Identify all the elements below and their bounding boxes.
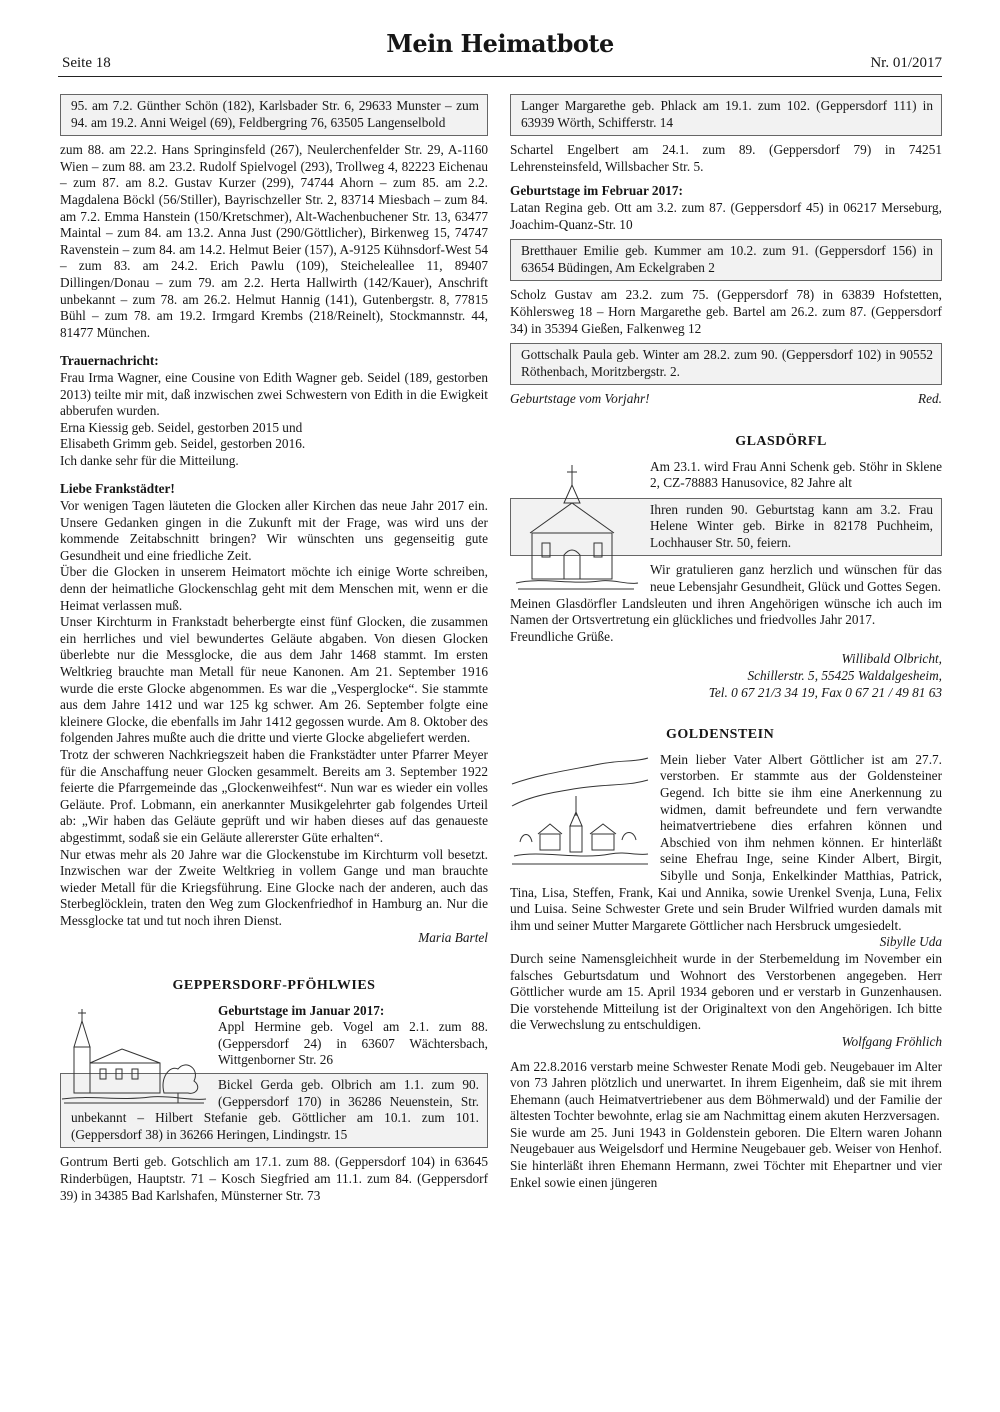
- red-signature: Red.: [918, 391, 942, 407]
- bretthauer-box: [510, 239, 942, 281]
- gepp-appl: Appl Hermine geb. Vogel am 2.1. zum 88. (Geppersdorf 24) in 63607 Wächtersbach, Wittgenborner Str. 26: [218, 1019, 488, 1068]
- trauer-text: Frau Irma Wagner, eine Cousine von Edith Wagner geb. Seidel (189, gestorben 2013) teilte mir mit, daß inzwischen zwei Schwestern von Edith in die Ewigkeit abberufen wurden.: [60, 369, 488, 419]
- vorjahr-note: Geburtstage vom Vorjahr!: [510, 391, 650, 407]
- gottschalk-box-text: Gottschalk Paula geb. Winter am 28.2. zum 90. (Geppersdorf 102) in 90552 Röthenbach, Moritzbergstr. 2.: [521, 347, 933, 379]
- vorjahr-line: [510, 391, 942, 408]
- gold-signature-uda: Sibylle Uda: [879, 934, 942, 950]
- scholz-entry: Scholz Gustav am 23.2. zum 75. (Geppersdorf 78) in 63839 Hofstetten, Köhlersweg 18 – Horn Margarethe geb. Bartel am 26.2. zum 87. (Geppersdorf 34) in 35394 Gießen, Falkenweg 12: [510, 287, 942, 336]
- right-column: [510, 94, 942, 1191]
- gold-modi-cont: Sie wurde am 25. Juni 1943 in Goldenstein geboren. Die Eltern waren Johann Neugebauer aus Weigelsdorf und Hermine Neugebauer geb. Weiser von Henhof. Sie hinterläßt ihren Ehemann Hermann, zwei Töchter mit Ehepartner und vier Enkel sowie einen jüngeren: [510, 1124, 942, 1190]
- gepp-box-text: Bickel Gerda geb. Olbrich am 1.1. zum 90. (Geppersdorf 170) in 36286 Neuenstein, Str. unbekannt – Hilbert Stefanie geb. Göttlicher am 10.1. zum 101. (Geppersdorf 38) in 36266 Heringen, Lindingstr. 15: [71, 1077, 479, 1142]
- section-title-glasdoerfl: GLASDÖRFL: [735, 433, 827, 449]
- signature-phone: Tel. 0 67 21/3 34 19, Fax 0 67 21 / 49 81 63: [708, 684, 942, 700]
- latan-entry: Latan Regina geb. Ott am 3.2. zum 87. (Geppersdorf 45) in 06217 Merseburg, Joachim-Quanz-Str. 10: [510, 199, 942, 232]
- glas-congrats: Wir gratulieren ganz herzlich und wünschen für das neue Lebensjahr Gesundheit, Glück und Gottes Segen.: [650, 562, 942, 595]
- issue-number: Nr. 01/2017: [870, 55, 942, 71]
- article-paragraph: Über die Glocken in unserem Heimatort möchte ich einige Worte schreiben, denn der heimatliche Glockenschlag geht mit dem Menschen mit, wenn er die Heimat verlassen muß.: [60, 564, 488, 613]
- gold-signature-froehlich: Wolfgang Fröhlich: [841, 1033, 942, 1049]
- bretthauer-box-text: Bretthauer Emilie geb. Kummer am 10.2. zum 91. (Geppersdorf 156) in 63654 Büdingen, Am Eckelgraben 2: [521, 243, 933, 275]
- glas-greeting: Freundliche Grüße.: [510, 628, 614, 644]
- february-heading: Geburtstage im Februar 2017:: [510, 183, 683, 199]
- masthead-logo: Mein Heimatbote: [386, 29, 614, 58]
- birthday-list: zum 88. am 22.2. Hans Springinsfeld (267), Neulerchenfelder Str. 29, A-1160 Wien – zum 88. am 23.2. Rudolf Spielvogel (293), Trollweg 4, 82223 Eichenau – zum 87. am 8.2. Gustav Kurzer (299), 74744 Ahorn – zum 85. am 2.2. Magdalena Böckl (56/Stiller), Bayrischzeller Str. 2, 83714 Miesbach – zum 84. am 7.2. Emma Hanstein (150/Kretschmer), Alt-Wachenbuchener Str. 13, 63477 Maintal – zum 84. am 13.2. Anna Just (290/Göttlicher), Birkenweg 15, 74747 Ravenstein – zum 84. am 14.2. Helmut Beier (157), A-9125 Kühnsdorf-West 54 – zum 83. am 24.2. Erich Pawlu (109), Steicheleallee 11, 89407 Dillingen/Donau – zum 79. am 2.2. Herta Hallwirth (142/Kauer), Anschrift unbekannt – zum 78. am 26.2. Helmut Hannig (141), Gutenbergstr. 8, 77815 Bühl – zum 78. am 19.2. Irmgard Krembs (218/Reinelt), Stockmannstr. 44, 81477 München.: [60, 142, 488, 340]
- liebe-heading: Liebe Frankstädter!: [60, 481, 175, 497]
- header-rule: [58, 76, 942, 77]
- section-title-geppersdorf: GEPPERSDORF-PFÖHLWIES: [172, 978, 376, 994]
- author-signature: Maria Bartel: [418, 929, 488, 945]
- langer-box-text: Langer Margarethe geb. Phlack am 19.1. zum 102. (Geppersdorf 111) in 63939 Wörth, Schifferstr. 14: [521, 98, 933, 130]
- langer-box: [510, 94, 942, 136]
- section-title-goldenstein: GOLDENSTEIN: [666, 727, 775, 743]
- article-paragraph: Nur etwas mehr als 20 Jahre war die Glockenstube im Kirchturm voll besetzt. Inzwischen war der Zweite Weltkrieg in vollem Gange und man brauchte wieder Metall für die Kriegsführung. Eine Glocke nach der anderen, auch das Sterbeglöcklein, traten den Weg zum Glockenfriedhof in Hamburg an. Nur die Messglocke tat und tut noch ihren Dienst.: [60, 846, 488, 928]
- page-number: Seite 18: [62, 55, 111, 71]
- gold-obituary: Mein lieber Vater Albert Göttlicher ist am 27.7. verstorben. Er stammte aus der Goldensteiner Gegend. Ich bitte sie ihm eine Anerkennung zu widmen, damit befreundete und fern verwandte heimatvertriebene dies erfahren können und Abschied von ihm nehmen können. Er hinterläßt seine Ehefrau Inge, seine Kinder Albert, Birgit, Sibylle und Sonja, Enkelkinder Matthias, Patrick, Tina, Lisa, Steffen, Frank, Kai und Annika, sowie Urenkel Svenja, Luna, Felix und Luisa. Seine Schwester Grete und sein Bruder Wilfried wurden damals mit ihm und seiner Mutter Margarete Göttlicher nach Hersbruck umgesiedelt.: [510, 751, 942, 933]
- trauer-line: Erna Kiessig geb. Seidel, gestorben 2015 und: [60, 419, 303, 435]
- left-column: [60, 94, 488, 1204]
- trauer-line: Ich danke sehr für die Mitteilung.: [60, 452, 239, 468]
- signature-address: Schillerstr. 5, 55425 Waldalgesheim,: [747, 668, 942, 684]
- glas-box-text: Ihren runden 90. Geburtstag kann am 3.2. Frau Helene Winter geb. Birke in 82178 Puchheim, Lochhauser Str. 50, feiern.: [650, 501, 933, 550]
- schartel-entry: Schartel Engelbert am 24.1. zum 89. (Geppersdorf 79) in 74251 Lehrensteinsfeld, Willsbacher Str. 5.: [510, 142, 942, 174]
- birthday-box: [60, 94, 488, 136]
- trauer-line: Elisabeth Grimm geb. Seidel, gestorben 2016.: [60, 436, 306, 452]
- glas-schenk: Am 23.1. wird Frau Anni Schenk geb. Stöhr in Sklene 2, CZ-78883 Hanusovice, 82 Jahre alt: [650, 458, 942, 491]
- gepp-gontrum: Gontrum Berti geb. Gotschlich am 17.1. zum 88. (Geppersdorf 104) in 63645 Rinderbügen, Hauptstr. 71 – Kosch Siegfried am 11.1. zum 84. (Geppersdorf 39) in 34385 Bad Karlshafen, Münsterner Str. 73: [60, 1154, 488, 1203]
- trauer-heading: Trauernachricht:: [60, 353, 159, 369]
- article-paragraph: Unser Kirchturm in Frankstadt beherbergte einst fünf Glocken, die zusammen ein herrliches und viel bewundertes Geläute abgaben. Von diesen Glocken überlebte nur die Messglocke, die aus dem Jahr 1468 stammt. Im ersten Weltkrieg brauchte man Metall für neue Kanonen. Am 21. September 1916 wurde die erste Glocke abgenommen. Es war die „Vesperglocke“. Sie stammte aus dem Jahre 1412 und war 125 kg schwer. Am 26. September folgte eine kleinere Glocke, die ebenfalls im Jahr 1412 gegossen wurde. Am 8. Oktober des folgenden Jahres mußte auch die dritte und vierte Glocke abgeliefert werden.: [60, 614, 488, 746]
- chapel-illustration: [510, 463, 640, 593]
- gold-correction: Durch seine Namensgleichheit wurde in der Sterbemeldung im November ein falsches Geburtsdatum und Wohnort des Verstorbenen angegeben. Herr Göttlicher wurde am 15. April 1934 geboren und er verstarb in Gunzenhausen. Die vorstehende Mitteilung ist der Originaltext von den Angehörigen. Ich bitte die Verwechslung zu entschuldigen.: [510, 950, 942, 1033]
- landscape-illustration: [510, 756, 650, 868]
- gepp-january-heading: Geburtstage im Januar 2017:: [218, 1002, 385, 1018]
- gold-modi: Am 22.8.2016 verstarb meine Schwester Renate Modi geb. Neugebauer im Alter von 73 Jahren plötzlich und unerwartet. In ihrem Eigenheim, daß sie mit ihrem Ehemann (auch Heimatvertriebener aus dem Böhmerwald) und der Familie der ältesten Tochter bewohnte, erlag sie am Nachmittag einem akuten Herzversagen.: [510, 1058, 942, 1124]
- birthday-box-text: 95. am 7.2. Günther Schön (182), Karlsbader Str. 6, 29633 Munster – zum 94. am 19.2. Anni Weigel (69), Feldbergring 76, 63505 Langenselbold: [71, 98, 479, 130]
- article-paragraph: Trotz der schweren Nachkriegszeit haben die Frankstädter unter Pfarrer Meyer für die Anschaffung neuer Glocken gesammelt. Bereits am 3. September 1922 feierte die Pfarrgemeinde das „Glockenweihfest“. Nun war es wieder ein volles Geläute. Prof. Lobmann, ein anerkannter Musikgelehrter gab folgendes Urteil ab: „Wir haben das Geläute geprüft und wir haben dieses auf das genaueste abgestimmt, sodaß sie ein Geläute allererster Güte erhalten“.: [60, 746, 488, 845]
- article-paragraph: Vor wenigen Tagen läuteten die Glocken aller Kirchen das neue Jahr 2017 ein. Unsere Gedanken gingen in die Zukunft mit der Frage, was wird uns der kommende Zeitabschnitt bringen? Wir wünschten uns gegenseitig gute Gesundheit und eine friedliche Zeit.: [60, 498, 488, 563]
- signature-name: Willibald Olbricht,: [841, 651, 942, 667]
- glas-wishes: Meinen Glasdörfler Landsleuten und ihren Angehörigen wünsche ich auch im Namen der Ortsvertretung ein glückliches und friedvolles Jahr 2017.: [510, 595, 942, 628]
- village-church-illustration: [60, 1007, 208, 1107]
- gottschalk-box: [510, 343, 942, 385]
